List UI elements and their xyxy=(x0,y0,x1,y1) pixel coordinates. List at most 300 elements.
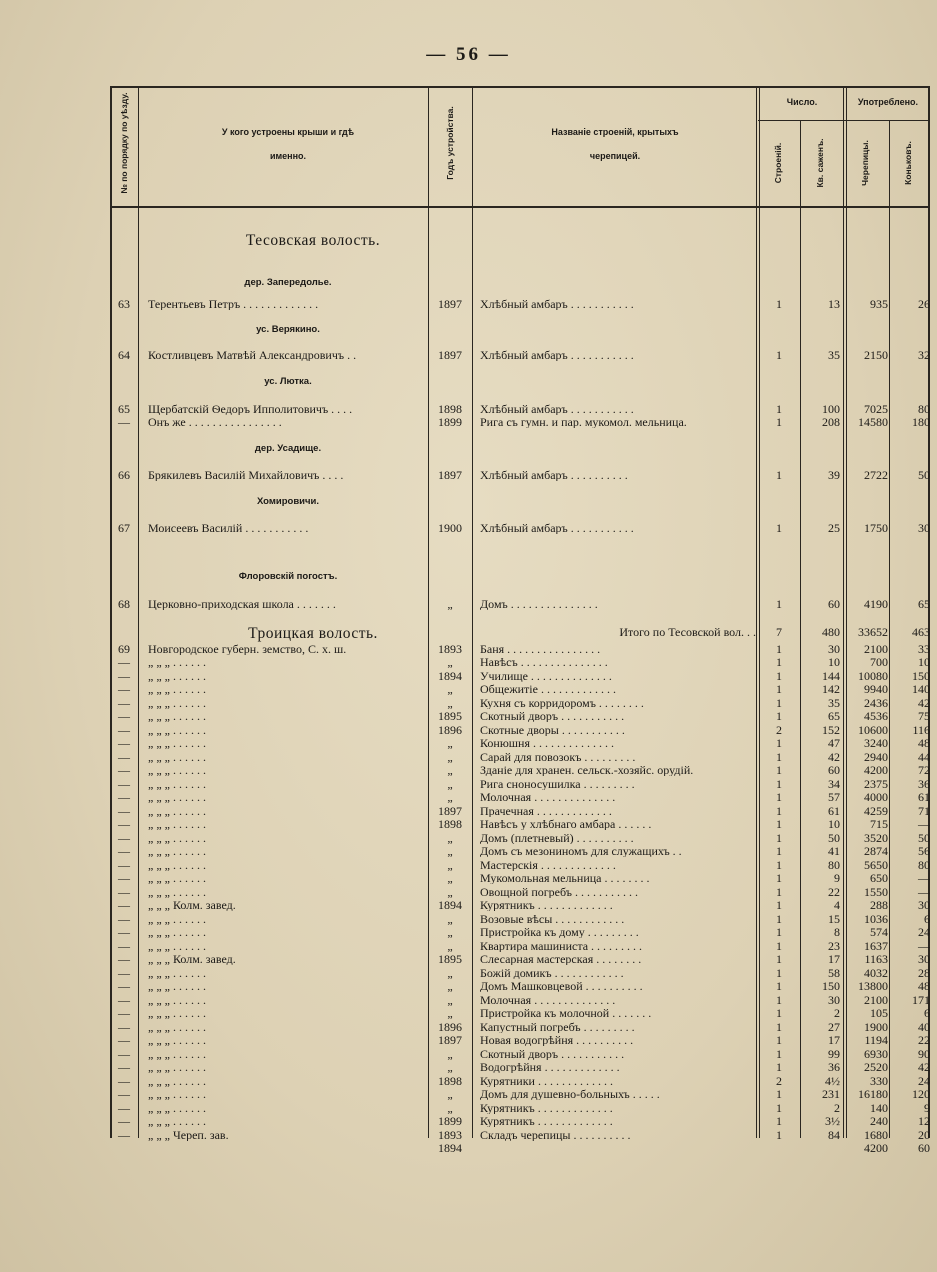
cell-buildings: 1 xyxy=(776,872,782,885)
cell-tiles: 240 xyxy=(870,1115,888,1128)
cell-owner: „ „ „ . . . . . . xyxy=(148,1034,206,1047)
cell-number: 65 xyxy=(118,403,130,416)
cell-buildings: 1 xyxy=(776,804,782,817)
cell-ridges: 71 xyxy=(918,804,930,817)
cell-buildings: 1 xyxy=(776,522,782,535)
cell-year: „ xyxy=(447,598,453,611)
number-group-rule xyxy=(758,120,930,121)
cell-buildings: 1 xyxy=(776,669,782,682)
cell-year: 1897 xyxy=(438,804,462,817)
cell-number: — xyxy=(118,1074,130,1087)
cell-owner: „ „ „ Колм. завед. xyxy=(148,899,236,912)
cell-building-name: Домъ . . . . . . . . . . . . . . . xyxy=(480,598,598,611)
cell-year: „ xyxy=(447,791,453,804)
cell-building-name: Капустный погребъ . . . . . . . . . xyxy=(480,1020,635,1033)
cell-building-name: Прачечная . . . . . . . . . . . . . xyxy=(480,804,612,817)
cell-owner: Брякилевъ Василій Михайловичъ . . . . xyxy=(148,469,344,482)
cell-square-sazhens: 47 xyxy=(828,737,840,750)
cell-buildings: 1 xyxy=(776,953,782,966)
cell-year: „ xyxy=(447,656,453,669)
cell-square-sazhens: 60 xyxy=(828,598,840,611)
cell-building-name: Мукомольная мельница . . . . . . . . xyxy=(480,872,650,885)
cell-year: „ xyxy=(447,737,453,750)
cell-square-sazhens: 57 xyxy=(828,791,840,804)
cell-owner: „ „ „ . . . . . . xyxy=(148,683,206,696)
cell-owner: Новгородское губерн. земство, С. х. ш. xyxy=(148,642,347,655)
cell-year: 1894 xyxy=(438,669,462,682)
cell-tiles: 4536 xyxy=(864,710,888,723)
cell-ridges: 42 xyxy=(918,1061,930,1074)
header-bottom-rule xyxy=(110,206,930,208)
cell-square-sazhens: 99 xyxy=(828,1047,840,1060)
cell-number: — xyxy=(118,416,130,429)
cell-number: — xyxy=(118,710,130,723)
cell-buildings: 1 xyxy=(776,683,782,696)
volost-heading: Троицкая волость. xyxy=(248,625,378,642)
cell-number: — xyxy=(118,1101,130,1114)
cell-tiles: 4200 xyxy=(864,1142,888,1155)
cell-buildings: 1 xyxy=(776,1007,782,1020)
cell-number: — xyxy=(118,723,130,736)
cell-ridges: 65 xyxy=(918,598,930,611)
cell-building-name: Сарай для повозокъ . . . . . . . . . xyxy=(480,750,636,763)
cell-buildings: 1 xyxy=(776,737,782,750)
cell-owner: „ „ „ . . . . . . xyxy=(148,777,206,790)
cell-owner: „ „ „ . . . . . . xyxy=(148,926,206,939)
cell-number: — xyxy=(118,939,130,952)
table-top-rule xyxy=(110,86,930,88)
cell-buildings: 1 xyxy=(776,403,782,416)
cell-year: „ xyxy=(447,966,453,979)
cell-owner: „ „ „ . . . . . . xyxy=(148,912,206,925)
cell-tiles: 330 xyxy=(870,1074,888,1087)
cell-buildings: 1 xyxy=(776,858,782,871)
cell-ridges: 180 xyxy=(912,416,930,429)
cell-building-name: Курятникъ . . . . . . . . . . . . . xyxy=(480,1115,613,1128)
cell-building-name: Общежитіе . . . . . . . . . . . . . xyxy=(480,683,616,696)
cell-buildings: 2 xyxy=(776,1074,782,1087)
cell-building-name: Баня . . . . . . . . . . . . . . . . xyxy=(480,642,601,655)
cell-year: „ xyxy=(447,926,453,939)
cell-square-sazhens: 39 xyxy=(828,469,840,482)
cell-tiles: 2940 xyxy=(864,750,888,763)
cell-buildings: 1 xyxy=(776,598,782,611)
cell-year: 1897 xyxy=(438,349,462,362)
cell-building-name: Скотный дворъ . . . . . . . . . . . xyxy=(480,710,625,723)
cell-number: — xyxy=(118,1128,130,1141)
cell-square-sazhens: 2 xyxy=(834,1101,840,1114)
cell-owner: „ „ „ . . . . . . xyxy=(148,1061,206,1074)
cell-year: 1894 xyxy=(438,1142,462,1155)
cell-square-sazhens: 35 xyxy=(828,696,840,709)
cell-year: 1895 xyxy=(438,710,462,723)
cell-ridges: 9 xyxy=(924,1101,930,1114)
total-ridges: 463 xyxy=(912,626,930,639)
cell-square-sazhens: 25 xyxy=(828,522,840,535)
cell-ridges: — xyxy=(918,939,930,952)
cell-building-name: Домъ (плетневый) . . . . . . . . . . xyxy=(480,831,634,844)
cell-buildings: 1 xyxy=(776,1128,782,1141)
roof-table xyxy=(110,86,930,1155)
cell-owner: „ „ „ . . . . . . xyxy=(148,845,206,858)
cell-ridges: 50 xyxy=(918,831,930,844)
cell-building-name: Конюшня . . . . . . . . . . . . . . xyxy=(480,737,614,750)
cell-number: 69 xyxy=(118,642,130,655)
cell-tiles: 288 xyxy=(870,899,888,912)
cell-square-sazhens: 30 xyxy=(828,642,840,655)
cell-ridges: 120 xyxy=(912,1088,930,1101)
cell-owner: „ „ „ . . . . . . xyxy=(148,1074,206,1087)
cell-owner: „ „ „ . . . . . . xyxy=(148,764,206,777)
cell-ridges: 32 xyxy=(918,349,930,362)
cell-square-sazhens: 17 xyxy=(828,1034,840,1047)
cell-tiles: 700 xyxy=(870,656,888,669)
cell-square-sazhens: 13 xyxy=(828,298,840,311)
cell-building-name: Домъ для душевно-больныхъ . . . . . xyxy=(480,1088,660,1101)
cell-ridges: 6 xyxy=(924,1007,930,1020)
cell-number: — xyxy=(118,818,130,831)
cell-building-name: Возовые вѣсы . . . . . . . . . . . . xyxy=(480,912,625,925)
cell-year: 1893 xyxy=(438,642,462,655)
cell-building-name: Мастерскія . . . . . . . . . . . . . xyxy=(480,858,616,871)
cell-year: „ xyxy=(447,845,453,858)
cell-buildings: 1 xyxy=(776,696,782,709)
cell-owner: „ „ „ Череп. зав. xyxy=(148,1128,229,1141)
cell-number: — xyxy=(118,750,130,763)
cell-buildings: 1 xyxy=(776,642,782,655)
cell-owner: Церковно-приходская школа . . . . . . . xyxy=(148,598,336,611)
cell-square-sazhens: 3½ xyxy=(825,1115,840,1128)
cell-building-name: Молочная . . . . . . . . . . . . . . xyxy=(480,791,616,804)
cell-year: „ xyxy=(447,764,453,777)
cell-tiles: 9940 xyxy=(864,683,888,696)
cell-buildings: 1 xyxy=(776,750,782,763)
cell-ridges: 22 xyxy=(918,1034,930,1047)
cell-square-sazhens: 231 xyxy=(822,1088,840,1101)
cell-tiles: 1550 xyxy=(864,885,888,898)
cell-building-name: Скотные дворы . . . . . . . . . . . xyxy=(480,723,625,736)
cell-ridges: — xyxy=(918,818,930,831)
cell-owner: „ „ „ . . . . . . xyxy=(148,831,206,844)
cell-buildings: 1 xyxy=(776,777,782,790)
cell-owner: „ „ „ . . . . . . xyxy=(148,966,206,979)
cell-tiles: 4200 xyxy=(864,764,888,777)
volost-heading: Тесовская волость. xyxy=(245,232,381,249)
header-col-who-1: У кого устроены крыши и гдѣ xyxy=(221,127,355,137)
cell-owner: „ „ „ Колм. завед. xyxy=(148,953,236,966)
cell-ridges: 90 xyxy=(918,1047,930,1060)
cell-year: 1900 xyxy=(438,522,462,535)
cell-number: — xyxy=(118,980,130,993)
cell-owner: „ „ „ . . . . . . xyxy=(148,1007,206,1020)
cell-square-sazhens: 80 xyxy=(828,858,840,871)
cell-year: 1898 xyxy=(438,403,462,416)
cell-square-sazhens: 50 xyxy=(828,831,840,844)
cell-tiles: 3520 xyxy=(864,831,888,844)
header-col-no: № по порядку по уѣзду. xyxy=(119,92,129,194)
cell-building-name: Пристройка къ дому . . . . . . . . . xyxy=(480,926,639,939)
cell-building-name: Училище . . . . . . . . . . . . . . xyxy=(480,669,612,682)
cell-year: „ xyxy=(447,885,453,898)
cell-building-name: Новая водогрѣйня . . . . . . . . . . xyxy=(480,1034,634,1047)
cell-ridges: 30 xyxy=(918,522,930,535)
cell-year: „ xyxy=(447,1047,453,1060)
cell-square-sazhens: 4½ xyxy=(825,1074,840,1087)
cell-number: 64 xyxy=(118,349,130,362)
cell-building-name: Слесарная мастерская . . . . . . . . xyxy=(480,953,642,966)
cell-tiles: 2375 xyxy=(864,777,888,790)
cell-tiles: 1900 xyxy=(864,1020,888,1033)
cell-buildings: 1 xyxy=(776,1061,782,1074)
cell-year: 1893 xyxy=(438,1128,462,1141)
cell-owner: „ „ „ . . . . . . xyxy=(148,669,206,682)
cell-ridges: 24 xyxy=(918,926,930,939)
cell-number: — xyxy=(118,1088,130,1101)
header-group-used: Употреблено. xyxy=(857,97,919,107)
locality-heading: Хомировичи. xyxy=(256,496,320,507)
cell-year: 1896 xyxy=(438,1020,462,1033)
cell-number: — xyxy=(118,993,130,1006)
cell-owner: „ „ „ . . . . . . xyxy=(148,885,206,898)
cell-tiles: 2100 xyxy=(864,993,888,1006)
cell-building-name: Навѣсъ . . . . . . . . . . . . . . . xyxy=(480,656,608,669)
cell-owner: „ „ „ . . . . . . xyxy=(148,1088,206,1101)
cell-year: 1896 xyxy=(438,723,462,736)
cell-ridges: 30 xyxy=(918,899,930,912)
cell-number: 67 xyxy=(118,522,130,535)
cell-building-name: Курятникъ . . . . . . . . . . . . . xyxy=(480,899,613,912)
cell-year: 1899 xyxy=(438,416,462,429)
cell-building-name: Зданіе для хранен. сельск.-хозяйс. орудій. xyxy=(480,764,694,777)
cell-square-sazhens: 2 xyxy=(834,1007,840,1020)
cell-year: „ xyxy=(447,1061,453,1074)
cell-owner: „ „ „ . . . . . . xyxy=(148,858,206,871)
cell-owner: „ „ „ . . . . . . xyxy=(148,737,206,750)
header-col-name-2: черепицей. xyxy=(589,151,641,161)
cell-buildings: 1 xyxy=(776,298,782,311)
cell-buildings: 1 xyxy=(776,1047,782,1060)
cell-number: — xyxy=(118,656,130,669)
cell-buildings: 1 xyxy=(776,764,782,777)
cell-square-sazhens: 84 xyxy=(828,1128,840,1141)
cell-building-name: Пристройка къ молочной . . . . . . . xyxy=(480,1007,652,1020)
cell-tiles: 4000 xyxy=(864,791,888,804)
cell-year: „ xyxy=(447,1101,453,1114)
cell-buildings: 1 xyxy=(776,469,782,482)
cell-buildings: 1 xyxy=(776,926,782,939)
cell-owner: „ „ „ . . . . . . xyxy=(148,750,206,763)
cell-square-sazhens: 34 xyxy=(828,777,840,790)
cell-tiles: 4032 xyxy=(864,966,888,979)
cell-tiles: 10600 xyxy=(858,723,888,736)
cell-number: — xyxy=(118,804,130,817)
cell-year: „ xyxy=(447,939,453,952)
cell-ridges: 36 xyxy=(918,777,930,790)
cell-ridges: 42 xyxy=(918,696,930,709)
cell-year: 1898 xyxy=(438,818,462,831)
cell-number: — xyxy=(118,696,130,709)
cell-ridges: 44 xyxy=(918,750,930,763)
cell-owner: „ „ „ . . . . . . xyxy=(148,710,206,723)
cell-square-sazhens: 152 xyxy=(822,723,840,736)
header-col-sq: Кв. саженъ. xyxy=(815,138,825,188)
cell-square-sazhens: 17 xyxy=(828,953,840,966)
page-number: — 56 — xyxy=(426,44,511,65)
cell-building-name: Водогрѣйня . . . . . . . . . . . . . xyxy=(480,1061,620,1074)
cell-ridges: — xyxy=(918,872,930,885)
cell-ridges: 33 xyxy=(918,642,930,655)
header-col-buildings: Строеній. xyxy=(773,142,783,184)
cell-year: 1897 xyxy=(438,469,462,482)
cell-building-name: Хлѣбный амбаръ . . . . . . . . . . xyxy=(480,469,628,482)
cell-number: — xyxy=(118,1047,130,1060)
cell-buildings: 1 xyxy=(776,831,782,844)
cell-square-sazhens: 10 xyxy=(828,656,840,669)
cell-year: 1899 xyxy=(438,1115,462,1128)
cell-ridges: 6 xyxy=(924,912,930,925)
cell-number: — xyxy=(118,683,130,696)
cell-tiles: 2100 xyxy=(864,642,888,655)
cell-square-sazhens: 100 xyxy=(822,403,840,416)
cell-owner: „ „ „ . . . . . . xyxy=(148,1047,206,1060)
cell-number: — xyxy=(118,953,130,966)
cell-ridges: 116 xyxy=(912,723,930,736)
cell-ridges: 30 xyxy=(918,953,930,966)
cell-tiles: 4259 xyxy=(864,804,888,817)
cell-owner: „ „ „ . . . . . . xyxy=(148,791,206,804)
cell-number: — xyxy=(118,1034,130,1047)
cell-owner: Костливцевъ Матвѣй Александровичъ . . xyxy=(148,349,357,362)
cell-square-sazhens: 150 xyxy=(822,980,840,993)
cell-buildings: 1 xyxy=(776,791,782,804)
cell-tiles: 1036 xyxy=(864,912,888,925)
cell-building-name: Курятникъ . . . . . . . . . . . . . xyxy=(480,1101,613,1114)
cell-number: — xyxy=(118,791,130,804)
cell-square-sazhens: 8 xyxy=(834,926,840,939)
cell-square-sazhens: 58 xyxy=(828,966,840,979)
cell-building-name: Домъ съ мезониномъ для служащихъ . . xyxy=(480,845,682,858)
cell-tiles: 7025 xyxy=(864,403,888,416)
cell-number: — xyxy=(118,1115,130,1128)
cell-building-name: Молочная . . . . . . . . . . . . . . xyxy=(480,993,616,1006)
cell-tiles: 14580 xyxy=(858,416,888,429)
cell-number: 63 xyxy=(118,298,130,311)
cell-number: — xyxy=(118,885,130,898)
cell-tiles: 1680 xyxy=(864,1128,888,1141)
cell-building-name: Хлѣбный амбаръ . . . . . . . . . . . xyxy=(480,403,634,416)
cell-number: — xyxy=(118,1061,130,1074)
cell-square-sazhens: 30 xyxy=(828,993,840,1006)
locality-heading: ус. Верякино. xyxy=(256,324,320,335)
cell-ridges: 40 xyxy=(918,1020,930,1033)
header-col-name-1: Названіе строеній, крытыхъ xyxy=(551,127,679,137)
locality-heading: ус. Лютка. xyxy=(264,376,312,387)
cell-number: — xyxy=(118,912,130,925)
cell-tiles: 1750 xyxy=(864,522,888,535)
cell-year: „ xyxy=(447,1007,453,1020)
col-rule-no xyxy=(138,86,139,1138)
cell-buildings: 1 xyxy=(776,885,782,898)
cell-owner: „ „ „ . . . . . . xyxy=(148,1020,206,1033)
cell-tiles: 2874 xyxy=(864,845,888,858)
cell-tiles: 105 xyxy=(870,1007,888,1020)
cell-building-name: Курятники . . . . . . . . . . . . . xyxy=(480,1074,613,1087)
cell-ridges: 56 xyxy=(918,845,930,858)
cell-year: 1897 xyxy=(438,298,462,311)
cell-building-name: Кухня съ корридоромъ . . . . . . . . xyxy=(480,696,644,709)
cell-square-sazhens: 4 xyxy=(834,899,840,912)
cell-buildings: 1 xyxy=(776,980,782,993)
header-col-who-2: именно. xyxy=(269,151,307,161)
cell-square-sazhens: 15 xyxy=(828,912,840,925)
cell-ridges: 75 xyxy=(918,710,930,723)
cell-square-sazhens: 208 xyxy=(822,416,840,429)
cell-buildings: 1 xyxy=(776,416,782,429)
cell-square-sazhens: 142 xyxy=(822,683,840,696)
cell-square-sazhens: 10 xyxy=(828,818,840,831)
cell-year: 1894 xyxy=(438,899,462,912)
cell-owner: „ „ „ . . . . . . xyxy=(148,993,206,1006)
cell-ridges: 150 xyxy=(912,669,930,682)
cell-ridges: 12 xyxy=(918,1115,930,1128)
cell-number: — xyxy=(118,777,130,790)
cell-number: — xyxy=(118,1007,130,1020)
cell-building-name: Овощной погребъ . . . . . . . . . . . xyxy=(480,885,639,898)
cell-year: „ xyxy=(447,912,453,925)
cell-year: „ xyxy=(447,696,453,709)
cell-year: „ xyxy=(447,1088,453,1101)
cell-year: „ xyxy=(447,858,453,871)
cell-buildings: 1 xyxy=(776,710,782,723)
cell-year: 1897 xyxy=(438,1034,462,1047)
cell-tiles: 3240 xyxy=(864,737,888,750)
cell-ridges: 61 xyxy=(918,791,930,804)
cell-tiles: 16180 xyxy=(858,1088,888,1101)
cell-owner: „ „ „ . . . . . . xyxy=(148,818,206,831)
cell-tiles: 2436 xyxy=(864,696,888,709)
cell-buildings: 1 xyxy=(776,939,782,952)
cell-tiles: 2520 xyxy=(864,1061,888,1074)
cell-ridges: 60 xyxy=(918,1142,930,1155)
cell-square-sazhens: 36 xyxy=(828,1061,840,1074)
cell-owner: Терентьевъ Петръ . . . . . . . . . . . . . xyxy=(148,298,319,311)
cell-number: 66 xyxy=(118,469,130,482)
cell-square-sazhens: 35 xyxy=(828,349,840,362)
cell-number: — xyxy=(118,872,130,885)
cell-number: 68 xyxy=(118,598,130,611)
cell-tiles: 140 xyxy=(870,1101,888,1114)
cell-square-sazhens: 65 xyxy=(828,710,840,723)
cell-square-sazhens: 9 xyxy=(834,872,840,885)
locality-heading: дер. Усадище. xyxy=(254,443,322,454)
cell-ridges: 26 xyxy=(918,298,930,311)
cell-square-sazhens: 61 xyxy=(828,804,840,817)
cell-buildings: 1 xyxy=(776,818,782,831)
cell-number: — xyxy=(118,737,130,750)
cell-building-name: Рига съ гумн. и пар. мукомол. мельница. xyxy=(480,416,687,429)
cell-tiles: 2150 xyxy=(864,349,888,362)
cell-square-sazhens: 27 xyxy=(828,1020,840,1033)
cell-number: — xyxy=(118,858,130,871)
cell-ridges: 171 xyxy=(912,993,930,1006)
cell-ridges: 28 xyxy=(918,966,930,979)
cell-ridges: 24 xyxy=(918,1074,930,1087)
cell-square-sazhens: 60 xyxy=(828,764,840,777)
cell-building-name: Скотный дворъ . . . . . . . . . . . xyxy=(480,1047,625,1060)
cell-square-sazhens: 41 xyxy=(828,845,840,858)
cell-owner: „ „ „ . . . . . . xyxy=(148,723,206,736)
cell-number: — xyxy=(118,669,130,682)
